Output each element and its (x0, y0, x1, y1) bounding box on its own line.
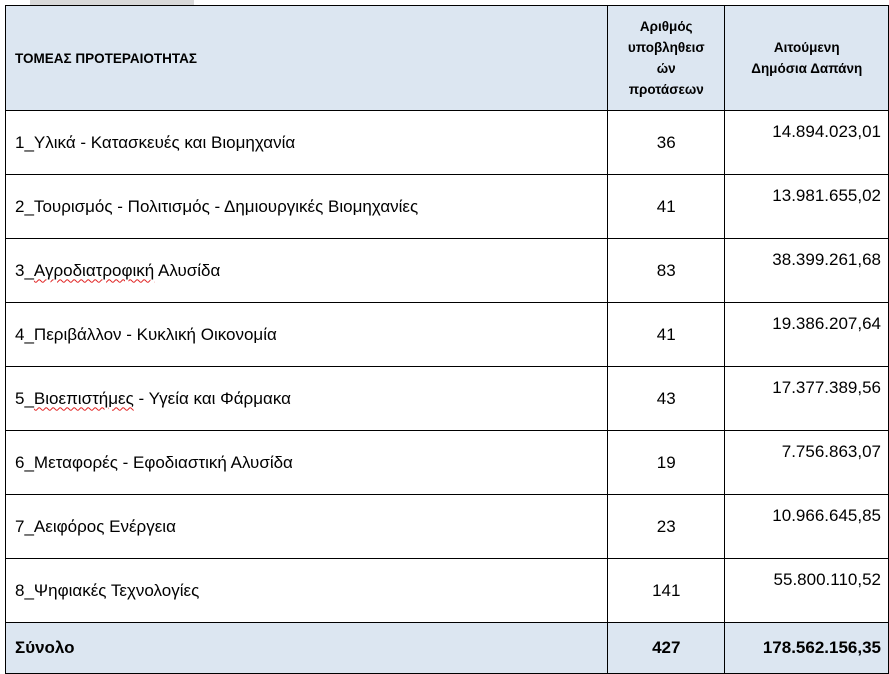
sector-name (6, 431, 608, 495)
sector-name-text: Υλικά - Κατασκευές και Βιομηχανία (33, 132, 296, 152)
table-row (6, 175, 889, 239)
sector-name (6, 111, 608, 175)
header-count-line: προτάσεων (628, 82, 704, 97)
header-count-line: Αριθμός (639, 19, 693, 34)
public-expense: 38.399.261,68 (725, 239, 889, 303)
public-expense: 14.894.023,01 (725, 111, 889, 175)
header-expense-line: Αιτούμενη (773, 40, 840, 55)
sector-name-text-misspelled: Αγροδιατροφική (33, 260, 155, 280)
sector-name-text: Ψηφιακές Τεχνολογίες (33, 580, 200, 600)
public-expense: 17.377.389,56 (725, 367, 889, 431)
table-row (6, 303, 889, 367)
priority-sectors-table (5, 5, 889, 674)
header-count-line: ών (656, 61, 676, 76)
sector-prefix: 2_ (15, 196, 34, 216)
sector-name (6, 239, 608, 303)
header-sector: ΤΟΜΕΑΣ ΠΡΟΤΕΡΑΙΟΤΗΤΑΣ (6, 6, 608, 111)
sector-prefix: 5_ (15, 388, 34, 408)
sector-name (6, 303, 608, 367)
sector-prefix: 8_ (15, 580, 34, 600)
sector-name-text: Τουρισμός - Πολιτισμός - Δημιουργικές Βιομηχανίες (33, 196, 419, 216)
public-expense: 55.800.110,52 (725, 559, 889, 623)
header-public-expense (725, 6, 889, 111)
public-expense: 7.756.863,07 (725, 431, 889, 495)
table-row (6, 495, 889, 559)
total-amount: 178.562.156,35 (725, 623, 889, 674)
proposal-count: 41 (608, 175, 725, 239)
proposal-count: 36 (608, 111, 725, 175)
sector-prefix: 1_ (15, 132, 34, 152)
total-row (6, 623, 889, 674)
sector-name-text: Αειφόρος Ενέργεια (33, 516, 176, 536)
table-row (6, 111, 889, 175)
proposal-count: 83 (608, 239, 725, 303)
public-expense: 10.966.645,85 (725, 495, 889, 559)
total-label: Σύνολο (6, 623, 608, 674)
sector-name-text-rest: Αλυσίδα (154, 260, 221, 280)
public-expense: 13.981.655,02 (725, 175, 889, 239)
total-count: 427 (608, 623, 725, 674)
table-row (6, 559, 889, 623)
public-expense: 19.386.207,64 (725, 303, 889, 367)
proposal-count: 41 (608, 303, 725, 367)
table-row (6, 431, 889, 495)
sector-prefix: 6_ (15, 452, 34, 472)
table-header-row (6, 6, 889, 111)
sector-name-text: Περιβάλλον - Κυκλική Οικονομία (33, 324, 277, 344)
sector-prefix: 7_ (15, 516, 34, 536)
proposal-count: 43 (608, 367, 725, 431)
sector-prefix: 3_ (15, 260, 34, 280)
sector-name (6, 367, 608, 431)
table-row (6, 367, 889, 431)
proposal-count: 141 (608, 559, 725, 623)
sector-name-text: Μεταφορές - Εφοδιαστική Αλυσίδα (33, 452, 293, 472)
sector-name (6, 559, 608, 623)
sector-name-text-misspelled: Βιοεπιστήμες (33, 388, 134, 408)
proposal-count: 19 (608, 431, 725, 495)
proposal-count: 23 (608, 495, 725, 559)
header-count-line: υποβληθεισ (627, 40, 705, 55)
header-expense-line: Δημόσια Δαπάνη (751, 61, 863, 76)
table-row (6, 239, 889, 303)
sector-prefix: 4_ (15, 324, 34, 344)
header-proposal-count (608, 6, 725, 111)
sector-name (6, 495, 608, 559)
sector-name (6, 175, 608, 239)
sector-name-text-rest: - Υγεία και Φάρμακα (133, 388, 291, 408)
